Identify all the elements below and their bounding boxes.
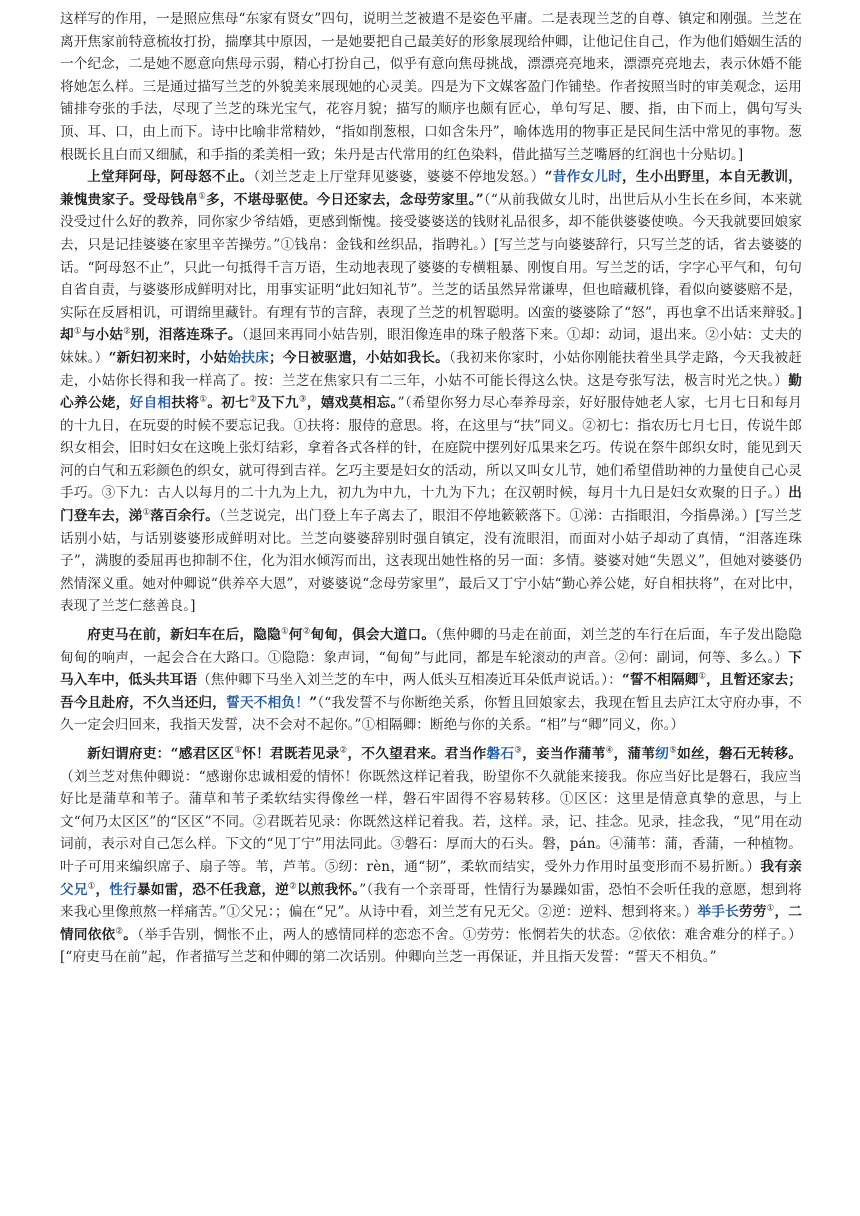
text-segment: 何	[288, 627, 303, 644]
text-segment: ，嬉戏莫相忘。	[306, 395, 398, 412]
text-segment: 暴如雷，恐不任我意，逆	[137, 881, 290, 898]
text-segment: 我有亲	[760, 858, 802, 875]
text-segment: ，且暂还家去；吾今且赴府，不久当还归，	[60, 672, 803, 711]
text-segment: ，	[95, 881, 110, 898]
footnote-marker: ①	[87, 881, 96, 892]
text-segment: 下马入车中，低头共耳语	[60, 649, 802, 689]
text-segment: ，蒲苇	[613, 746, 656, 762]
text-segment: 怀！君既若见录	[242, 746, 340, 762]
text-segment: 上堂拜阿母，阿母怒不止。	[87, 169, 254, 186]
text-segment: 以煎我怀。	[296, 881, 360, 898]
text-segment: 却	[60, 327, 74, 344]
text-segment: “新妇初来时，小姑	[108, 349, 228, 366]
text-segment: ；今日被驱遣，小姑如我长。	[268, 349, 449, 366]
text-segment: 。初七	[207, 395, 250, 412]
text-segment: 如丝，磐石无转移。	[677, 746, 803, 762]
text-segment: （举手告别，惆怅不止，两人的感情同样的恋恋不舍。①劳劳：怅惘若失的状态。②依依：难舍难分的样子。）[“府吏马在前”起，作者描写兰芝和仲卿的第二次话别。仲卿向兰芝一再保证，并且指天发誓：“誓天不相负。”	[60, 926, 803, 966]
footnote-marker: ②	[339, 745, 348, 756]
text-segment: 扶将	[171, 395, 200, 412]
highlighted-text: 磐石	[486, 746, 515, 762]
footnote-marker: ①	[142, 507, 151, 518]
footnote-marker: ①	[766, 903, 775, 914]
footnote-marker: ①	[234, 745, 243, 756]
text-segment: （焦仲卿下马坐入刘兰芝的车中，两人低头互相凑近耳朵低声说话。）：	[197, 672, 622, 689]
highlighted-text: 性行	[109, 881, 137, 898]
footnote-marker: ①	[198, 191, 207, 202]
paragraph	[60, 743, 802, 969]
text-segment: （“从前我做女儿时，出世后从小生长在乡间，本来就没受过什么好的教养，同你家少爷结婚，更感到惭愧。接受婆婆送的钱财礼品很多，却不能供婆婆使唤。今天我就要回娘家去，只是记挂婆婆在家里辛苦操劳。”①钱帛：金钱和丝织品，指聘礼。）[写兰芝与向婆婆辞行，只写兰芝的话，省去婆婆的话。“阿母怒不止”，只此一句抵得千言万语，生动地表现了婆婆的专横粗暴、刚愎自用。写兰芝的话，字字心平气和，句句自省自责，与婆婆形成鲜明对比，用事实证明“此妇知礼节”。兰芝的话虽然异常谦卑，但也暗藏机锋，看似向婆婆赔不是，实际在反唇相讥，可谓绵里藏针。有理有节的言辞，表现了兰芝的机智聪明。凶蛮的婆婆除了“怒”，再也拿不出话来辩驳。]	[60, 191, 802, 321]
text-segment: 出门登车去，涕	[60, 485, 802, 525]
paragraph	[60, 166, 802, 618]
highlighted-text: 父兄	[60, 881, 88, 898]
text-segment: ，不久望君来。君当作	[347, 746, 487, 762]
text-segment: 多，不堪母驱使。今日还家去，念母劳家里。”	[206, 191, 484, 208]
document-body	[60, 8, 802, 969]
paragraph	[60, 624, 802, 737]
footnote-marker: ①	[280, 626, 289, 637]
text-segment: ，二情同依依	[60, 904, 802, 943]
text-segment: （刘兰芝走上厅堂拜见婆婆，婆婆不停地发怒。）	[253, 169, 545, 186]
text-segment: “	[544, 169, 553, 186]
text-segment: “誓不相隔卿	[621, 672, 699, 689]
text-segment: （退回来再同小姑告别，眼泪像连串的珠子般落下来。①却：动词，退出来。②小姑：丈夫的妹妹。）	[60, 327, 802, 366]
text-segment: 府吏马在前，新妇车在后，隐隐	[87, 627, 281, 644]
text-segment: ”	[309, 694, 318, 711]
footnote-marker: ①	[73, 326, 82, 337]
text-segment: ”（希望你努力尽心奉养母亲，好好服侍她老人家，七月七日和每月的十九日，在玩耍的时候不要忘记我。①扶将：服侍的意思。将，在这里与“扶”同义。②初七：指农历七月七日，传说牛郎织女相会，旧时妇女在这晚上张灯结彩，拿着各式各样的针，在庭院中摆列好瓜果来乞巧。传说在祭牛郎织女时，能见到天河的白气和五彩颜色的织女，就可得到吉祥。乞巧主要是妇女的活动，所以又叫女儿节，她们希望借助神的力量使自己心灵手巧。③下九：古人以每月的二十九为上九，初九为中九，十九为下九；在汉朝时候，每月十九日是妇女欢聚的日子。）	[60, 395, 802, 502]
text-segment: 与小姑	[81, 327, 124, 344]
text-segment: 新妇谓府吏：“感君区区	[87, 746, 235, 762]
text-segment: ，生小出野里，本自无教训，兼愧贵家子。受母钱帛	[60, 169, 802, 208]
text-segment: 勤心养公姥，	[60, 372, 802, 412]
text-segment: 劳劳	[738, 904, 767, 921]
highlighted-text: 昔作女儿时	[552, 169, 623, 186]
text-segment: （我初来你家时，小姑你刚能扶着坐具学走路，今天我被赶走，小姑你长得和我一样高了。按：兰芝在焦家只有二三年，小姑不可能长得这么快。这是夸张写法，极言时光之快。）	[60, 349, 803, 389]
paragraph	[60, 8, 802, 166]
text-segment: （焦仲卿的马走在前面，刘兰芝的车行在后面，车子发出隐隐甸甸的响声，一起会合在大路口。①隐隐：象声词，“甸甸”与此同，都是车轮滚动的声音。②何：副词，何等、多么。）	[60, 627, 802, 666]
highlighted-text: 始扶床	[227, 349, 269, 366]
text-segment: （兰芝说完，出门登上车子离去了，眼泪不停地簌簌落下。①涕：古指眼泪，今指鼻涕。）[写兰芝话别小姑，与话别婆婆形成鲜明对比。兰芝向婆婆辞别时强自镇定，没有流眼泪，而面对小姑子却动了真情，“泪落连珠子”，满腹的委屈再也抑制不住，化为泪水倾泻而出，这表现出她性格的另一面：多情。婆婆对她“失恩义”，但她对婆婆仍然情深义重。她对仲卿说“供养卒大恩”，对婆婆说“念母劳家里”，最后又丁宁小姑“勤心养公姥，好自相扶将”，在对比中，表现了兰芝仁慈善良。]	[60, 508, 802, 615]
text-segment: ，妾当作蒲苇	[522, 746, 606, 762]
footnote-marker: ④	[605, 745, 614, 756]
footnote-marker: ②	[302, 626, 311, 637]
footnote-marker: ②	[249, 394, 258, 405]
text-segment: 这样写的作用，一是照应焦母“东家有贤女”四句，说明兰芝被遣不是姿色平庸。二是表现兰芝的自尊、镇定和刚强。兰芝在离开焦家前特意梳妆打扮，揣摩其中原因，一是她要把自己最美好的形象展现给仲卿，让他记住自己，作为他们婚姻生活的一个纪念，二是她不愿意向焦母示弱，精心打扮自己，似乎有意向焦母挑战，漂漂亮亮地来，漂漂亮亮地去，表示休婚不能将她怎么样。三是通过描写兰芝的外貌美来展现她的心灵美。四是为下文媒客盈门作铺垫。作者按照当时的审美观念，运用铺排夸张的手法，尽现了兰芝的珠光宝气，花容月貌；描写的顺序也颇有匠心，单句写足、腰、指，由下而上，偶句写头顶、耳、口，由上而下。诗中比喻非常精妙，“指如削葱根，口如含朱丹”，喻体选用的物事正是民间生活中常见的事物。葱根既长且白而又细腻，和手指的柔美相一致；朱丹是古代常用的红色染料，借此描写兰芝嘴唇的红润也十分贴切。]	[60, 11, 802, 163]
highlighted-text: 誓天不相负！	[226, 694, 310, 711]
footnote-marker: ②	[123, 326, 132, 337]
text-segment: 落百余行。	[150, 508, 220, 525]
text-segment: （刘兰芝对焦仲卿说：“感谢你忠诚相爱的情怀！你既然这样记着我，盼望你不久就能来接我。你应当好比是磐石，我应当好比是蒲草和苇子。蒲草和苇子柔软结实得像丝一样，磐石牢固得不容易转移。①区区：这里是情意真挚的意思，与上文“何乃太区区”的“区区”不同。②君既若见录：你既然这样记着我。若，这样。录，记、挂念。见录，挂念我，“见”用在动词前，表示对自己怎么样。下文的“见丁宁”用法同此。③磐石：厚而大的石头。磐，pán。④蒲苇：蒲，香蒲，一种植物。叶子可用来编织席子、扇子等。苇，芦苇。⑤纫：rèn，通“韧”，柔软而结实，受外力作用时虽变形而不易折断。）	[60, 768, 802, 875]
footnote-marker: ①	[698, 671, 707, 682]
text-segment: （“我发誓不与你断绝关系，你暂且回娘家去，我现在暂且去庐江太守府办事，不久一定会归回来，我指天发誓，决不会对不起你。”①相隔卿：断绝与你的关系。“相”与“卿”同义，你。）	[60, 694, 803, 734]
footnote-marker: ②	[115, 926, 124, 937]
highlighted-text: 好自相	[129, 395, 172, 412]
text-segment: 甸甸，俱会大道口。	[310, 627, 436, 644]
footnote-marker: ③	[298, 394, 307, 405]
footnote-marker: ⑤	[669, 745, 678, 756]
text-segment: 。	[123, 926, 138, 943]
text-segment: 及下九	[257, 395, 299, 412]
footnote-marker: ③	[514, 745, 523, 756]
text-segment: 别，泪落连珠子。	[131, 327, 242, 344]
text-segment: ”（我有一个亲哥哥，性情行为暴躁如雷，恐怕不会听任我的意愿，想到将来我心里像煎熬一样痛苦。”①父兄：；偏在“兄”。从诗中看，刘兰芝有兄无父。②逆：逆料、想到将来。）	[60, 881, 802, 921]
highlighted-text: 纫	[655, 746, 670, 762]
highlighted-text: 举手长	[697, 904, 739, 921]
footnote-marker: ②	[289, 881, 297, 892]
footnote-marker: ①	[199, 394, 208, 405]
